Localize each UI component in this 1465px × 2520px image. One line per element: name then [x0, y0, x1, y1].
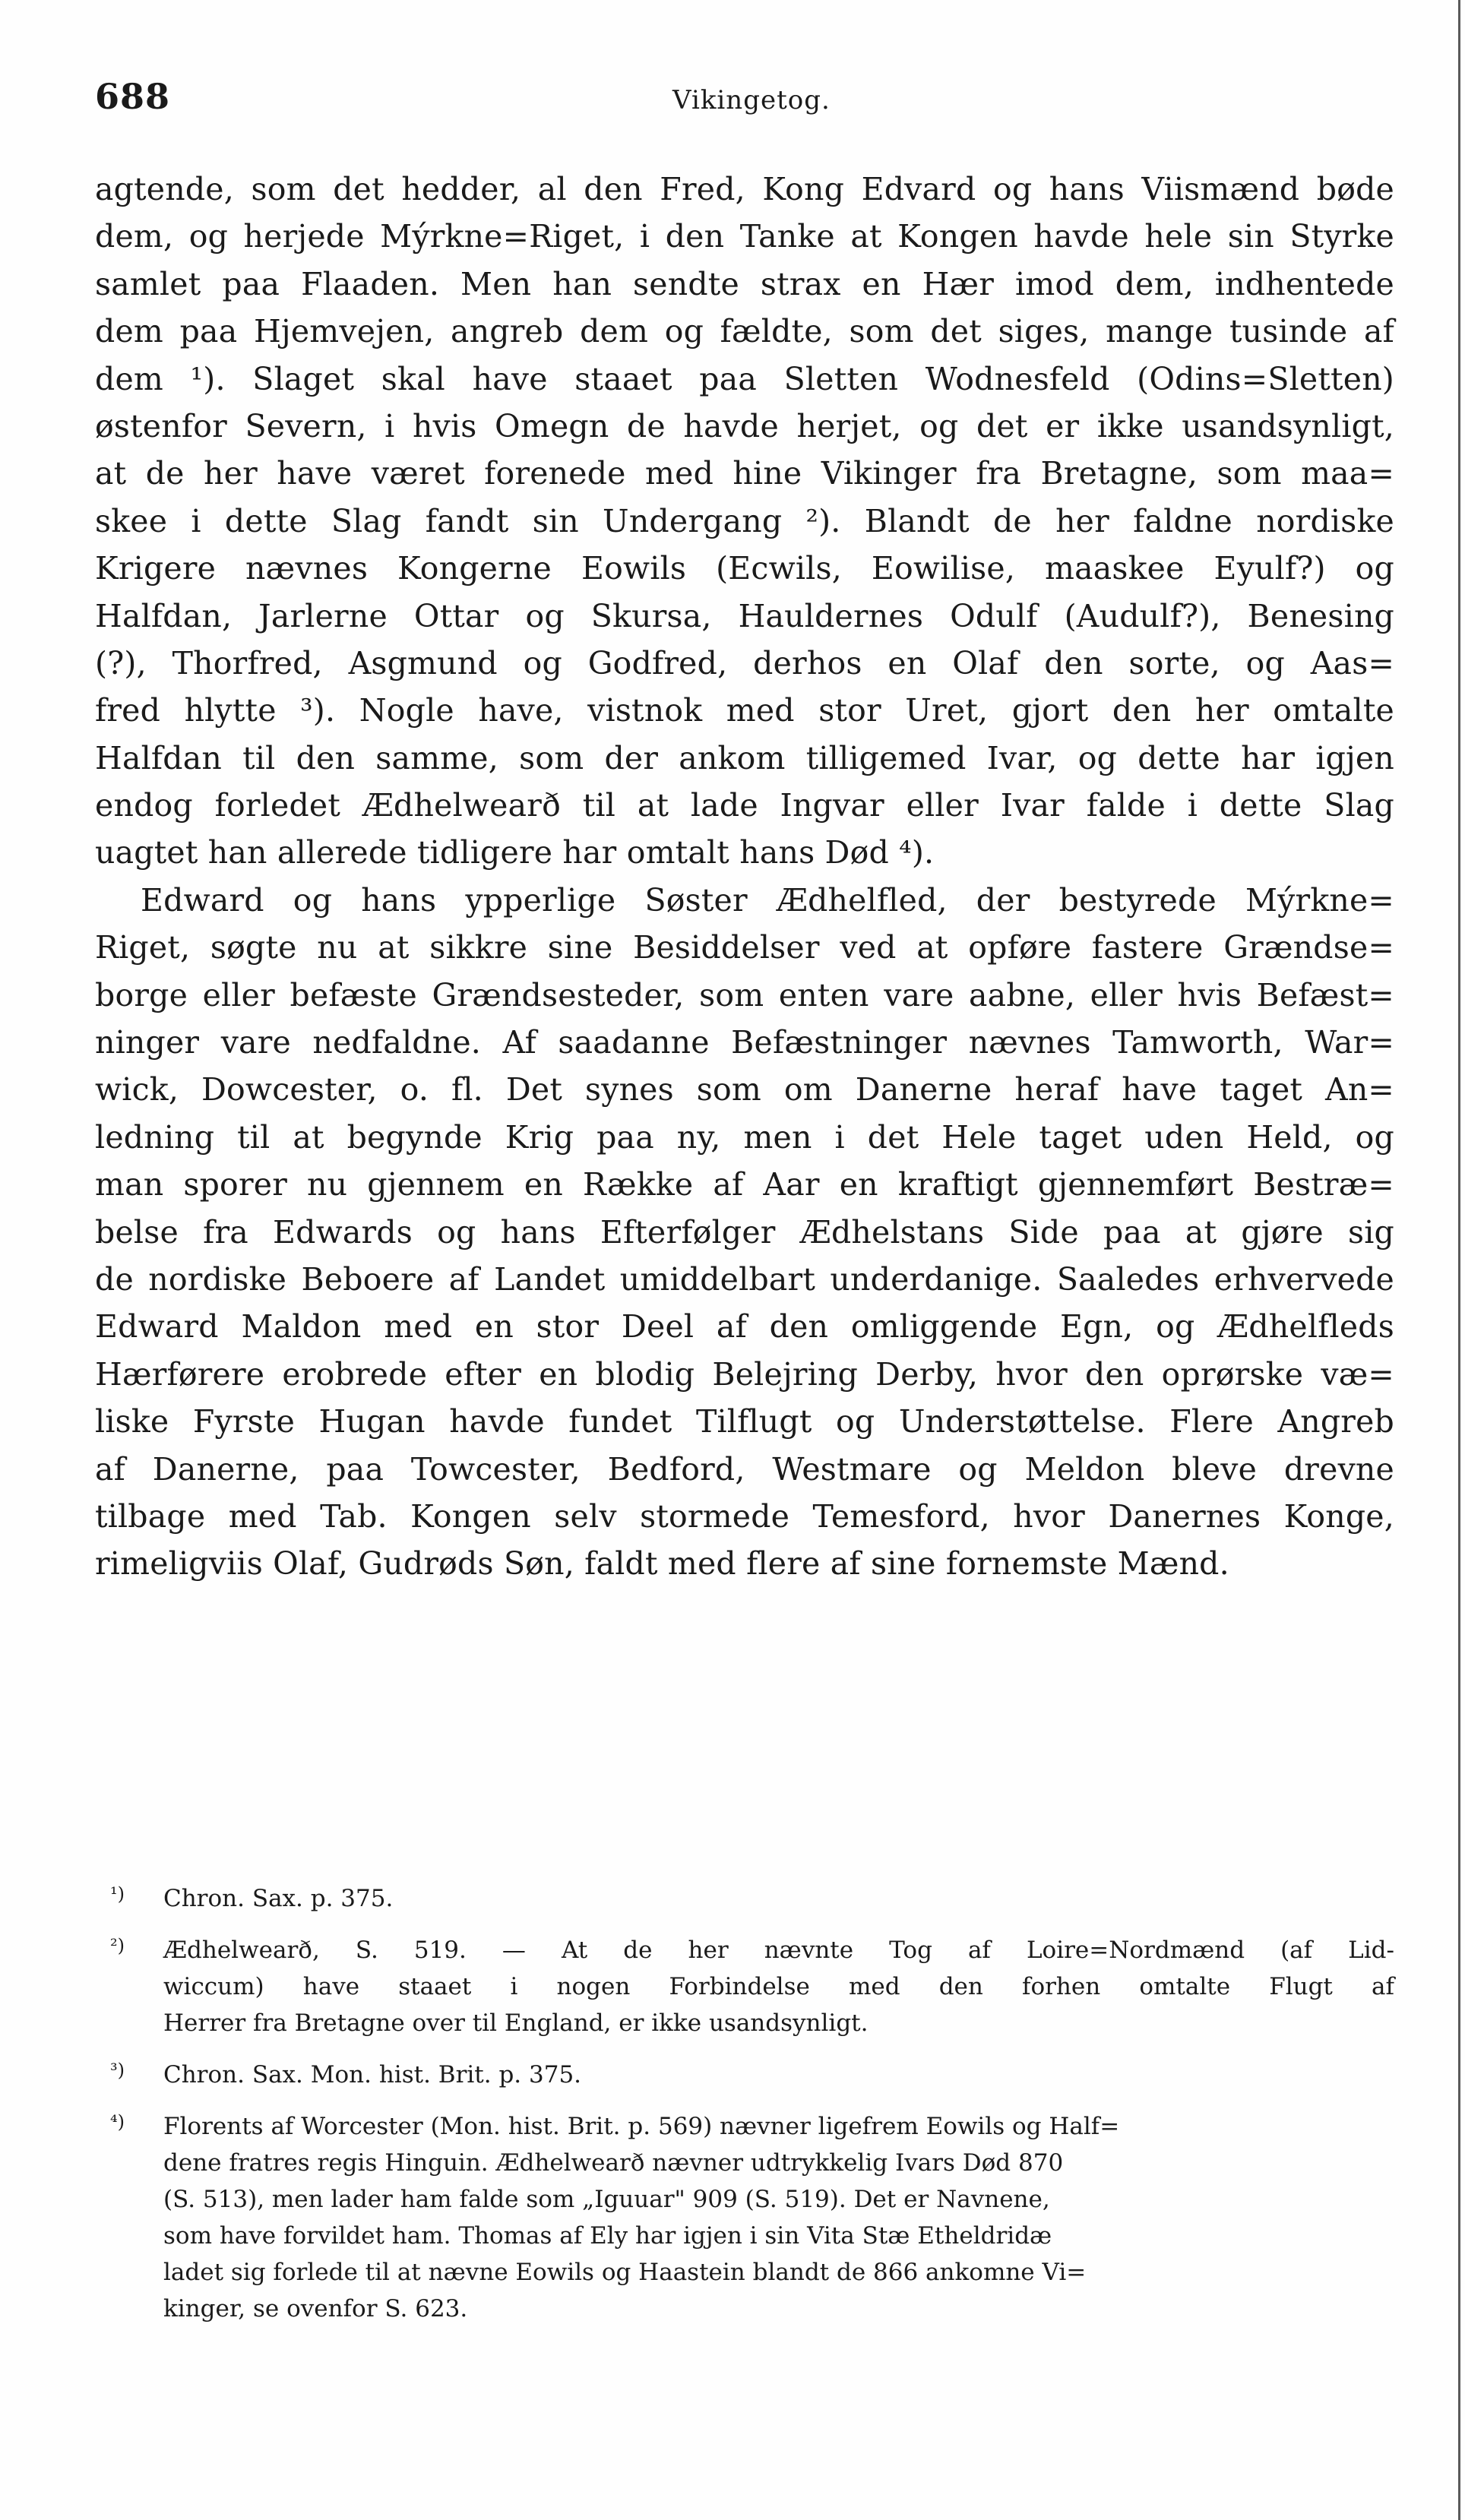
body-line: uagtet han allerede tidligere har omtalt hans Død ⁴).: [95, 834, 935, 871]
body-line: ninger vare nedfaldne. Af saadanne Befæstninger nævnes Tamworth, War=: [95, 1024, 1394, 1061]
body-line: Edward og hans ypperlige Søster Ædhelfled, der bestyrede Mýrkne=: [141, 881, 1394, 919]
body-line: Halfdan, Jarlerne Ottar og Skursa, Hauldernes Odulf (Audulf?), Benesing: [95, 597, 1394, 634]
footnote: [95, 1880, 1394, 1917]
footnote-continuation: ladet sig forlede til at nævne Eowils og Haastein blandt de 866 ankomne Vi=: [163, 2259, 1087, 2286]
body-line: Riget, søgte nu at sikkre sine Besiddelser ved at opføre fastere Grændse=: [95, 929, 1394, 966]
footnote-mark: ¹): [110, 1883, 125, 1905]
body-line: samlet paa Flaaden. Men han sendte strax en Hær imod dem, indhentede: [95, 265, 1394, 302]
running-head: Vikingetog.: [672, 85, 831, 115]
body-line: borge eller befæste Grændsesteder, som enten vare aabne, eller hvis Befæst=: [95, 976, 1394, 1013]
body-line: Edward Maldon med en stor Deel af den omliggende Egn, og Ædhelfleds: [95, 1308, 1394, 1345]
footnote-continuation: kinger, se ovenfor S. 623.: [163, 2295, 468, 2322]
body-line: endog forledet Ædhelwearð til at lade Ingvar eller Ivar falde i dette Slag: [95, 787, 1394, 824]
body-line: man sporer nu gjennem en Række af Aar en kraftigt gjennemført Bestræ=: [95, 1166, 1394, 1203]
footnote-continuation: Herrer fra Bretagne over til England, er ikke usandsynligt.: [163, 2009, 869, 2037]
footnote-text: Florents af Worcester (Mon. hist. Brit. p. 569) nævner ligefrem Eowils og Half=: [163, 2113, 1120, 2140]
page-header: [95, 76, 1387, 129]
body-line: Krigere nævnes Kongerne Eowils (Ecwils, Eowilise, maaskee Eyulf?) og: [95, 550, 1394, 587]
body-line: skee i dette Slag fandt sin Undergang ²). Blandt de her faldne nordiske: [95, 502, 1394, 539]
footnote: [95, 2108, 1394, 2327]
body-line: belse fra Edwards og hans Efterfølger Ædhelstans Side paa at gjøre sig: [95, 1213, 1394, 1251]
body-line: ledning til at begynde Krig paa ny, men i det Hele taget uden Held, og: [95, 1118, 1394, 1156]
body-line: at de her have været forenede med hine Vikinger fra Bretagne, som maa=: [95, 455, 1394, 492]
page-edge-line: [1458, 0, 1460, 2520]
body-line: de nordiske Beboere af Landet umiddelbart underdanige. Saaledes erhvervede: [95, 1260, 1394, 1298]
body-line: liske Fyrste Hugan havde fundet Tilflugt og Understøttelse. Flere Angreb: [95, 1403, 1394, 1440]
footnote: [95, 2057, 1394, 2093]
footnote-continuation: som have forvildet ham. Thomas af Ely har igjen i sin Vita Stæ Etheldridæ: [163, 2222, 1052, 2250]
body-line: agtende, som det hedder, al den Fred, Kong Edvard og hans Viismænd bøde: [95, 171, 1394, 207]
footnote-text: Ædhelwearð, S. 519. — At de her nævnte Tog af Loire=Nordmænd (af Lid-: [163, 1937, 1394, 1964]
body-line: dem, og herjede Mýrkne=Riget, i den Tanke at Kongen havde hele sin Styrke: [95, 218, 1394, 255]
footnote-continuation: (S. 513), men lader ham falde som „Iguuar" 909 (S. 519). Det er Navnene,: [163, 2186, 1050, 2213]
body-line: Halfdan til den samme, som der ankom tilligemed Ivar, og dette har igjen: [95, 739, 1394, 776]
footnote-continuation: wiccum) have staaet i nogen Forbindelse med den forhen omtalte Flugt af: [163, 1973, 1394, 2000]
body-line: dem paa Hjemvejen, angreb dem og fældte, som det siges, mange tusinde af: [95, 313, 1394, 350]
page-number: 688: [95, 76, 171, 117]
footnote-continuation: dene fratres regis Hinguin. Ædhelwearð nævner udtrykkelig Ivars Død 870: [163, 2149, 1064, 2177]
footnote-mark: ³): [110, 2060, 125, 2081]
body-line: wick, Dowcester, o. fl. Det synes som om Danerne heraf have taget An=: [95, 1071, 1394, 1108]
footnote: [95, 1932, 1394, 2041]
body-line: rimeligviis Olaf, Gudrøds Søn, faldt med flere af sine fornemste Mænd.: [95, 1545, 1229, 1583]
footnote-mark: ⁴): [110, 2111, 125, 2133]
footnote-mark: ²): [110, 1935, 125, 1956]
body-text: [95, 166, 1394, 1588]
body-line: (?), Thorfred, Asgmund og Godfred, derhos en Olaf den sorte, og Aas=: [95, 644, 1394, 681]
footnote-text: Chron. Sax. Mon. hist. Brit. p. 375.: [163, 2061, 582, 2088]
body-line: Hærførere erobrede efter en blodig Belejring Derby, hvor den oprørske væ=: [95, 1355, 1394, 1393]
body-line: østenfor Severn, i hvis Omegn de havde herjet, og det er ikke usandsynligt,: [95, 407, 1394, 444]
body-line: tilbage med Tab. Kongen selv stormede Temesford, hvor Danernes Konge,: [95, 1497, 1394, 1535]
footnote-text: Chron. Sax. p. 375.: [163, 1885, 394, 1912]
footnotes: [95, 1880, 1394, 2342]
body-line: dem ¹). Slaget skal have staaet paa Sletten Wodnesfeld (Odins=Sletten): [95, 360, 1394, 397]
body-line: fred hlytte ³). Nogle have, vistnok med stor Uret, gjort den her omtalte: [95, 692, 1394, 729]
body-line: af Danerne, paa Towcester, Bedford, Westmare og Meldon bleve drevne: [95, 1450, 1394, 1488]
